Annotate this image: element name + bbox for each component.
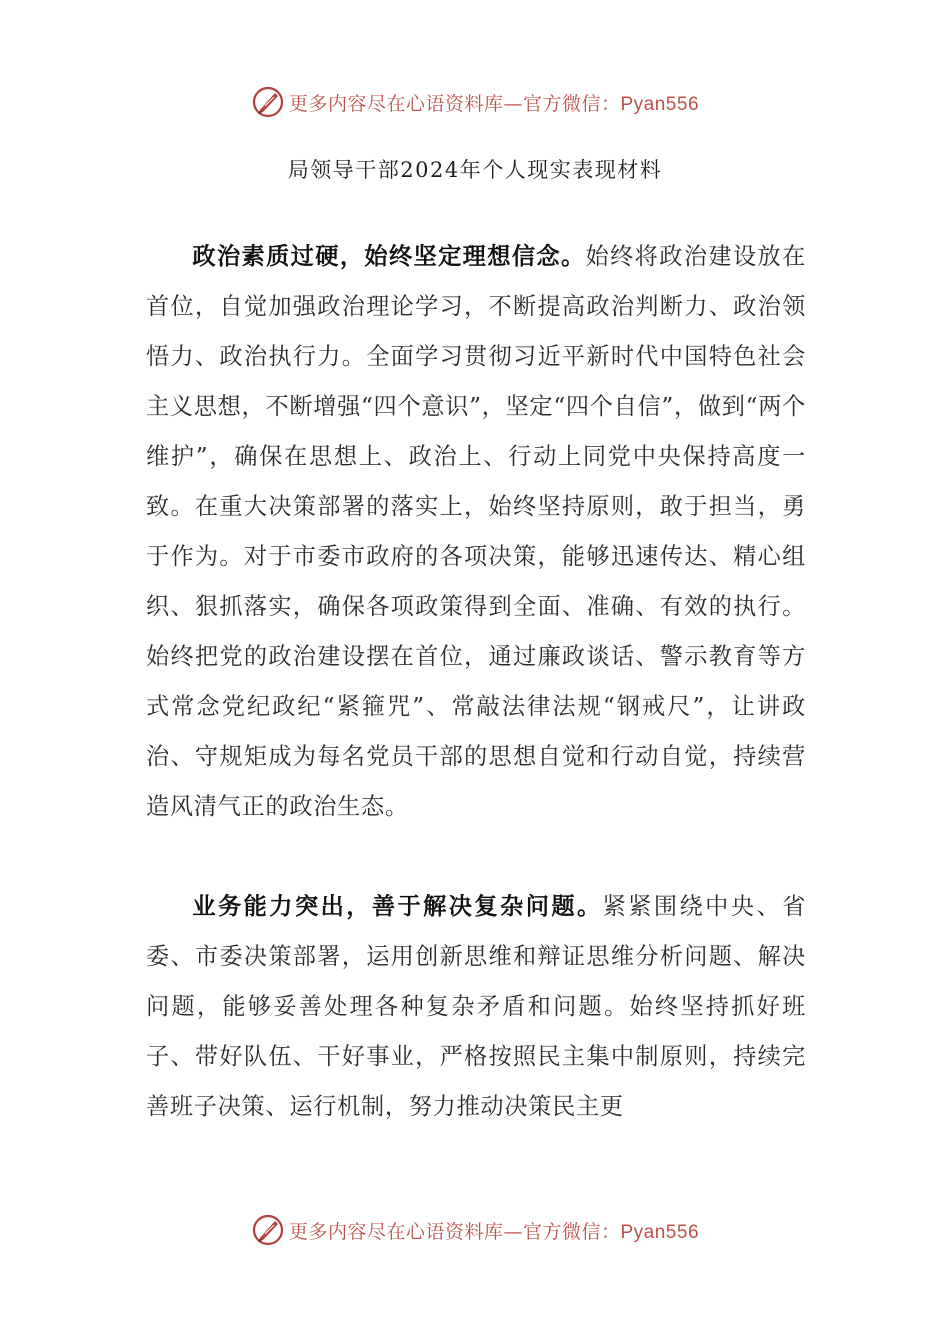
wechat-id: Pyan556 <box>620 93 700 115</box>
paragraph-business-ability <box>146 882 806 1132</box>
paragraph-lead: 业务能力突出，善于解决复杂问题。 <box>192 893 603 920</box>
banner-text: 更多内容尽在心语资料库—官方微信：Pyan556 <box>288 92 700 115</box>
header-banner <box>0 80 950 124</box>
wechat-id: Pyan556 <box>620 1221 700 1243</box>
quill-pen-logo-icon <box>251 85 285 119</box>
banner-text: 更多内容尽在心语资料库—官方微信：Pyan556 <box>288 1220 700 1243</box>
paragraph-political-quality <box>146 232 806 832</box>
footer-banner <box>0 1208 950 1252</box>
quill-pen-logo-icon <box>251 1213 285 1247</box>
paragraph-body: 紧紧围绕中央、省委、市委决策部署，运用创新思维和辩证思维分析问题、解决问题，能够妥善处理各种复杂矛盾和问题。始终坚持抓好班子、带好队伍、干好事业，严格按照民主集中制原则，持续完善班子决策、运行机制，努力推动决策民主更 <box>146 893 806 1120</box>
paragraph-lead: 政治素质过硬，始终坚定理想信念。 <box>192 243 586 270</box>
paragraph-body: 始终将政治建设放在首位，自觉加强政治理论学习，不断提高政治判断力、政治领悟力、政治执行力。全面学习贯彻习近平新时代中国特色社会主义思想，不断增强“四个意识”，坚定“四个自信”，做到“两个维护”，确保在思想上、政治上、行动上同党中央保持高度一致。在重大决策部署的落实上，始终坚持原则，敢于担当，勇于作为。对于市委市政府的各项决策，能够迅速传达、精心组织、狠抓落实，确保各项政策得到全面、准确、有效的执行。始终把党的政治建设摆在首位，通过廉政谈话、警示教育等方式常念党纪政纪“紧箍咒”、常敲法律法规“钢戒尺”，让讲政治、守规矩成为每名党员干部的思想自觉和行动自觉，持续营造风清气正的政治生态。 <box>146 243 806 820</box>
document-title: 局领导干部2024年个人现实表现材料 <box>287 158 663 182</box>
document-body <box>146 232 806 1132</box>
